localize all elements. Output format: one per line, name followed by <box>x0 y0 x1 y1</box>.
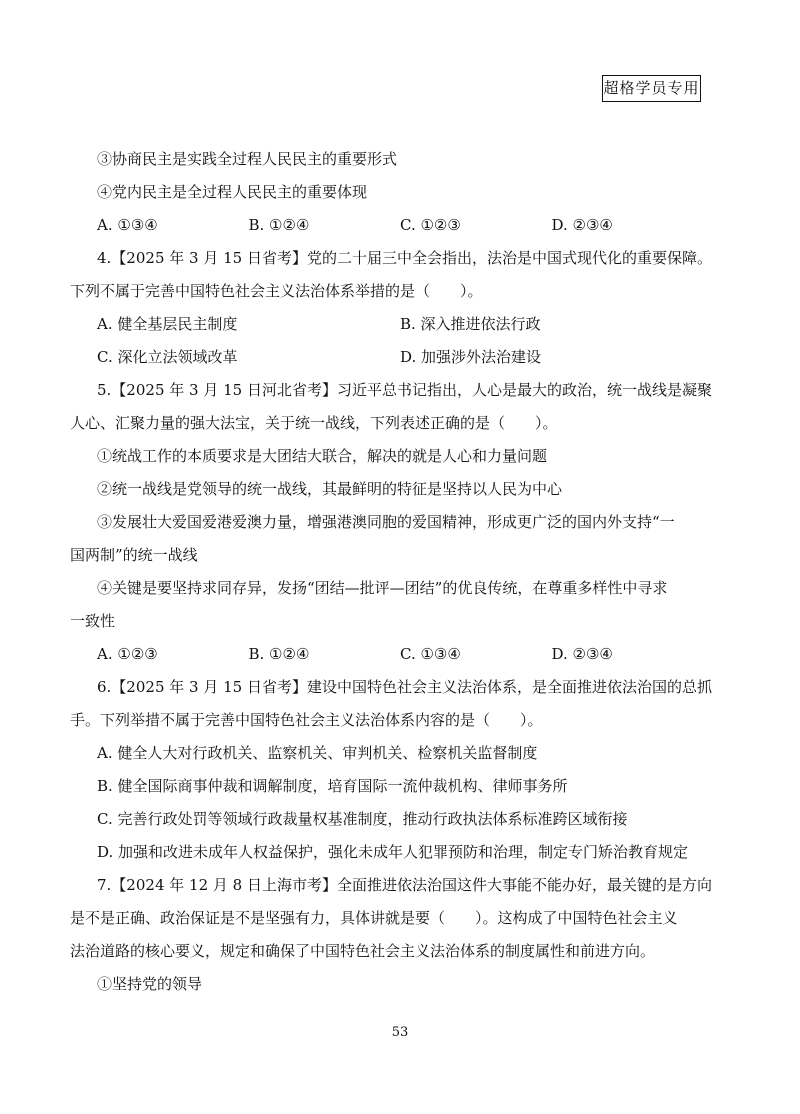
q4-stem-line1: 4.【2025 年 3 月 15 日省考】党的二十届三中全会指出，法治是中国式现代化的重要保障。 <box>97 249 712 267</box>
q6-option-c: C. 完善行政处罚等领域行政裁量权基准制度，推动行政执法体系标准跨区域衔接 <box>97 810 628 828</box>
page-number: 53 <box>391 1025 409 1040</box>
q6-option-b: B. 健全国际商事仲裁和调解制度，培育国际一流仲裁机构、律师事务所 <box>97 777 568 795</box>
q6-stem-line2: 手。下列举措不属于完善中国特色社会主义法治体系内容的是（ ）。 <box>70 711 543 729</box>
q5-item-2: ②统一战线是党领导的统一战线，其最鲜明的特征是坚持以人民为中心 <box>97 480 563 498</box>
q5-option-d: D. ②③④ <box>551 645 613 663</box>
q6-stem-line1: 6.【2025 年 3 月 15 日省考】建设中国特色社会主义法治体系，是全面推进依法治国的总抓 <box>97 678 712 696</box>
q4-option-c: C. 深化立法领域改革 <box>97 348 238 366</box>
q5-option-a: A. ①②③ <box>97 645 158 663</box>
q5-options <box>97 638 703 671</box>
q3-item-4: ④党内民主是全过程人民民主的重要体现 <box>97 183 368 201</box>
q7-stem-line1: 7.【2024 年 12 月 8 日上海市考】全面推进依法治国这件大事能不能办好，最关键的是方向 <box>97 876 712 894</box>
q3-option-b: B. ①②④ <box>248 216 310 234</box>
q5-item-1: ①统战工作的本质要求是大团结大联合，解决的就是人心和力量问题 <box>97 447 548 465</box>
q4-option-b: B. 深入推进依法行政 <box>400 315 541 333</box>
q4-option-d: D. 加强涉外法治建设 <box>400 348 542 366</box>
q3-option-d: D. ②③④ <box>551 216 613 234</box>
q6-option-a: A. 健全人大对行政机关、监察机关、审判机关、检察机关监督制度 <box>97 744 538 762</box>
q5-item-4-line1: ④关键是要坚持求同存异，发扬“团结—批评—团结”的优良传统，在尊重多样性中寻求 <box>97 579 668 597</box>
q6-option-d: D. 加强和改进未成年人权益保护，强化未成年人犯罪预防和治理，制定专门矫治教育规定 <box>97 843 689 861</box>
q5-item-3-line2: 国两制”的统一战线 <box>70 546 198 564</box>
q7-stem-line2: 是不是正确、政治保证是不是坚强有力，具体讲就是要（ ）。这构成了中国特色社会主义 <box>70 909 678 927</box>
q3-option-c: C. ①②③ <box>400 216 461 234</box>
q4-options-row2 <box>97 341 703 374</box>
student-only-badge: 超格学员专用 <box>602 75 701 102</box>
q5-stem-line1: 5.【2025 年 3 月 15 日河北省考】习近平总书记指出，人心是最大的政治，统一战线是凝聚 <box>97 381 712 399</box>
q4-option-a: A. 健全基层民主制度 <box>97 315 238 333</box>
q3-item-3: ③协商民主是实践全过程人民民主的重要形式 <box>97 150 398 168</box>
q5-stem-line2: 人心、汇聚力量的强大法宝，关于统一战线，下列表述正确的是（ ）。 <box>70 414 558 432</box>
q5-option-c: C. ①③④ <box>400 645 461 663</box>
q3-option-a: A. ①③④ <box>97 216 158 234</box>
q4-options-row1 <box>97 308 703 341</box>
page-content <box>70 143 712 1001</box>
q5-option-b: B. ①②④ <box>248 645 310 663</box>
q3-options <box>97 209 703 242</box>
q5-item-3-line1: ③发展壮大爱国爱港爱澳力量，增强港澳同胞的爱国精神，形成更广泛的国内外支持“一 <box>97 513 675 531</box>
q5-item-4-line2: 一致性 <box>70 612 116 630</box>
q7-stem-line3: 法治道路的核心要义，规定和确保了中国特色社会主义法治体系的制度属性和前进方向。 <box>70 942 656 960</box>
q4-stem-line2: 下列不属于完善中国特色社会主义法治体系举措的是（ ）。 <box>70 282 483 300</box>
q7-item-1: ①坚持党的领导 <box>97 975 203 993</box>
